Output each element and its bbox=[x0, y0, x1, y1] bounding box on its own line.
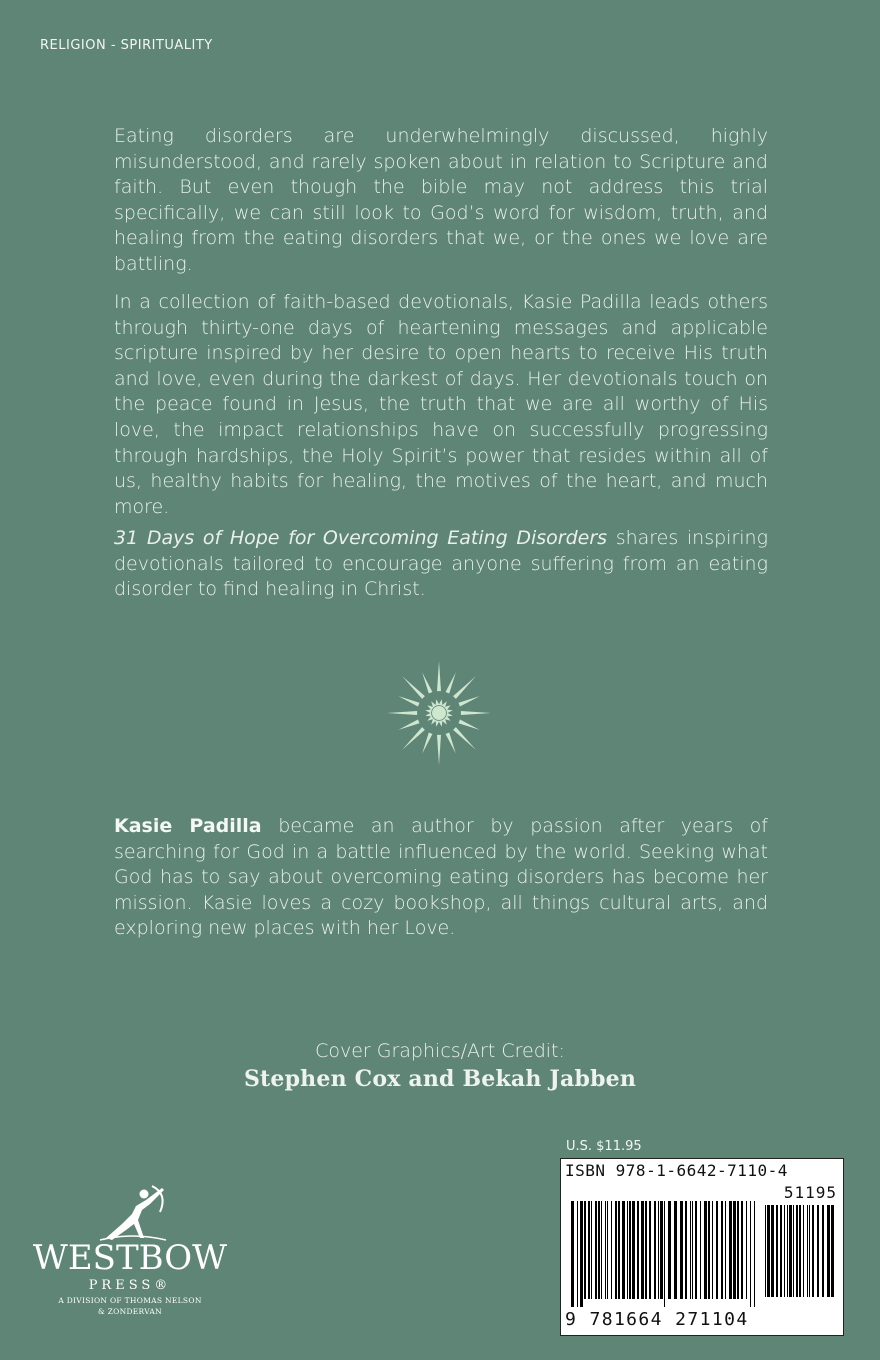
art-credit-label: Cover Graphics/Art Credit: bbox=[315, 1040, 565, 1062]
price-code: 51195 bbox=[783, 1183, 837, 1202]
publisher-logo bbox=[30, 1180, 230, 1330]
publisher-name: WESTBOW bbox=[32, 1238, 228, 1278]
category-label: RELIGION - SPIRITUALITY bbox=[40, 38, 213, 53]
ean-barcode-bars bbox=[571, 1201, 757, 1307]
addon-barcode-bars bbox=[765, 1205, 837, 1305]
ean-number: 9 781664 271104 bbox=[565, 1309, 749, 1330]
isbn-number: ISBN 978-1-6642-7110-4 bbox=[565, 1161, 788, 1180]
description-paragraph-1: Eating disorders are underwhelmingly discussed, highly misunderstood, and rarely spoken about in relation to Scripture and faith. But even though the bible may not address this trial specifically, we can still look to God’s word for wisdom, truth, and healing from the eating disorders that we, or the ones we love are battling. bbox=[114, 125, 768, 275]
description-paragraph-3 bbox=[114, 526, 768, 603]
publisher-division-line-1: A DIVISION OF THOMAS NELSON bbox=[58, 1296, 202, 1305]
price-label: U.S. $11.95 bbox=[566, 1139, 642, 1154]
author-name: Kasie Padilla bbox=[114, 815, 262, 837]
description-paragraph-2: In a collection of faith-based devotionals, Kasie Padilla leads others through thirty-one days of heartening messages and applicable scripture inspired by her desire to open hearts to receive His truth and love, even during the darkest of days. Her devotionals touch on the peace found in Jesus, the truth that we are all worthy of His love, the impact relationships have on successfully progressing through hardships, the Holy Spirit’s power that resides within all of us, healthy habits for healing, the motives of the heart, and much more. bbox=[114, 291, 768, 518]
author-bio-text: became an author by passion after years of searching for God in a battle influenced by the world. Seeking what God has to say about overcoming eating disorders has become her mission. Kasie loves a cozy bookshop, all things cultural arts, and exploring new places with her Love. bbox=[114, 815, 768, 940]
art-credit-names: Stephen Cox and Bekah Jabben bbox=[243, 1066, 637, 1092]
barcode bbox=[560, 1158, 844, 1336]
publisher-press: PRESS® bbox=[88, 1278, 172, 1293]
author-bio bbox=[114, 814, 768, 942]
sunburst-icon bbox=[384, 658, 494, 768]
description-paragraph-3-text: shares inspiring devotionals tailored to encourage anyone suffering from an eating disorder to find healing in Christ. bbox=[114, 527, 768, 601]
publisher-division-line-2: & ZONDERVAN bbox=[97, 1307, 163, 1316]
book-title: 31 Days of Hope for Overcoming Eating Disorders bbox=[114, 527, 608, 549]
archer-figure-icon bbox=[92, 1180, 172, 1242]
